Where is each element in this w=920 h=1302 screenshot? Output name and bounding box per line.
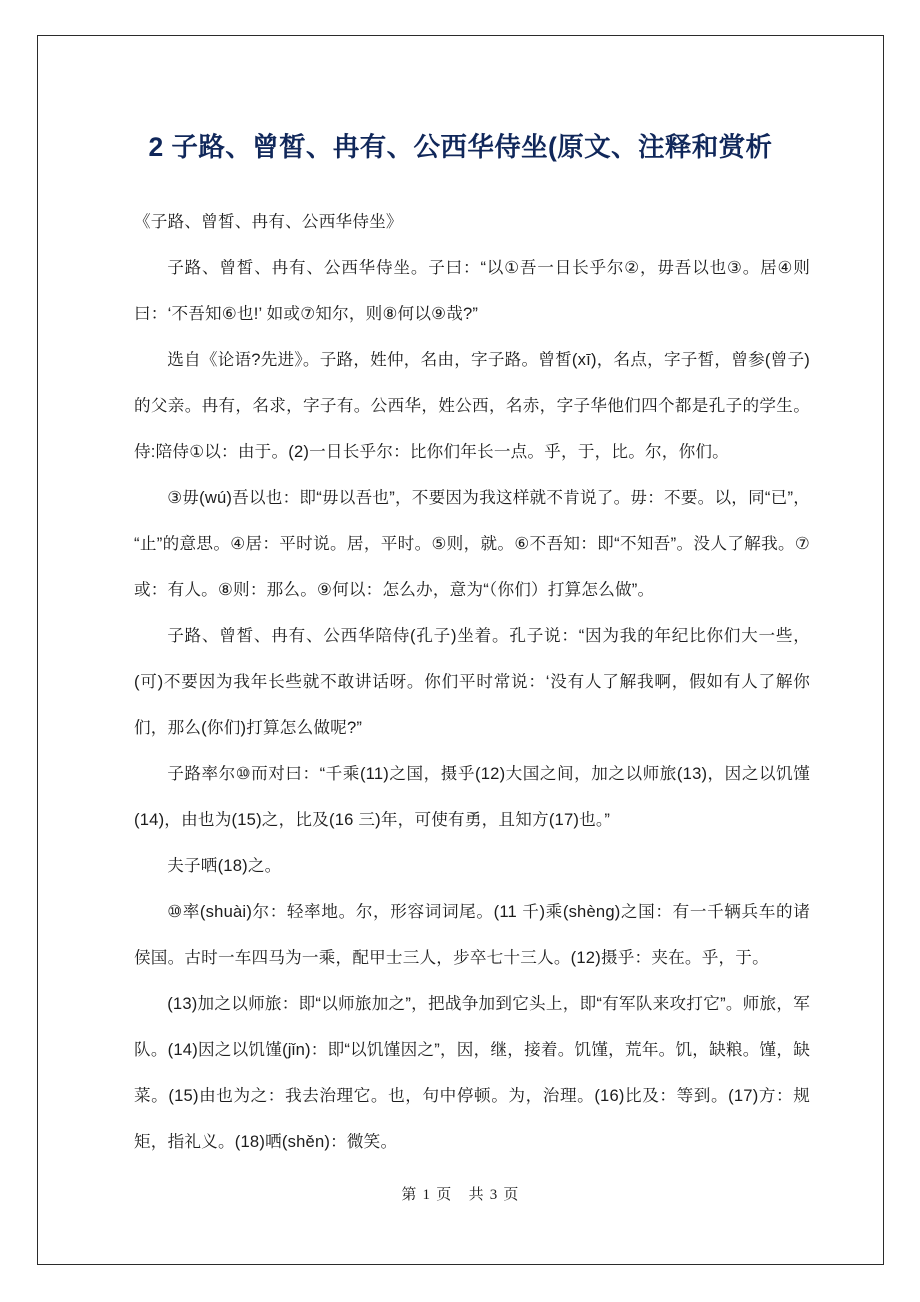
paragraph-source-heading: 《子路、曾皙、冉有、公西华侍坐》 (134, 212, 403, 231)
page-border-frame (37, 35, 884, 1265)
paragraph-original-text: 子路、曾皙、冉有、公西华侍坐。子曰：“以①吾一日长乎尔②，毋吾以也③。居④则曰：‘不吾知⑥也!’ 如或⑦知尔，则⑧何以⑨哉?” (134, 258, 810, 323)
page-title: 2 子路、曾皙、冉有、公西华侍坐(原文、注释和赏析 (148, 132, 773, 162)
paragraph-source-note: 选自《论语?先进》。子路，姓仲，名由，字子路。曾皙(xī)，名点，字子皙，曾参(曾子)的父亲。冉有，名求，字子有。公西华，姓公西，名赤，字子华他们四个都是孔子的学生。侍:陪侍①以：由于。(2)一日长乎尔：比你们年长一点。乎，于，比。尔，你们。 (134, 350, 810, 461)
document-body (134, 199, 810, 1165)
page-footer: 第 1 页 共 3 页 (401, 1187, 520, 1203)
page-content-area (38, 36, 883, 1264)
paragraph-annotation-13-18: (13)加之以师旅：即“以师旅加之”，把战争加到它头上，即“有军队来攻打它”。师旅，军队。(14)因之以饥馑(jǐn)：即“以饥馑因之”，因，继，接着。饥馑，荒年。饥，缺粮。馑，缺菜。(15)由也为之：我去治理它。也，句中停顿。为，治理。(16)比及：等到。(17)方：规矩，指礼义。(18)哂(shěn)：微笑。 (134, 994, 810, 1151)
paragraph-annotation-1-9: ③毋(wú)吾以也：即“毋以吾也”，不要因为我这样就不肯说了。毋：不要。以，同“已”，“止”的意思。④居：平时说。居，平时。⑤则，就。⑥不吾知：即“不知吾”。没人了解我。⑦或：有人。⑧则：那么。⑨何以：怎么办，意为“（你们）打算怎么做”。 (134, 488, 810, 599)
paragraph-translation-1: 子路、曾皙、冉有、公西华陪侍(孔子)坐着。孔子说：“因为我的年纪比你们大一些，(可)不要因为我年长些就不敢讲话呀。你们平时常说：‘没有人了解我啊，假如有人了解你们，那么(你们)打算怎么做呢?” (134, 626, 810, 737)
paragraph-fuzi-smile: 夫子哂(18)之。 (167, 856, 282, 875)
paragraph-annotation-10-12: ⑩率(shuài)尔：轻率地。尔，形容词词尾。(11 千)乘(shèng)之国：有一千辆兵车的诸侯国。古时一车四马为一乘，配甲士三人，步卒七十三人。(12)摄乎：夹在。乎，于。 (134, 902, 810, 967)
paragraph-zilu-reply: 子路率尔⑩而对曰：“千乘(11)之国，摄乎(12)大国之间，加之以师旅(13)，因之以饥馑(14)，由也为(15)之，比及(16 三)年，可使有勇，且知方(17)也。” (134, 764, 810, 829)
